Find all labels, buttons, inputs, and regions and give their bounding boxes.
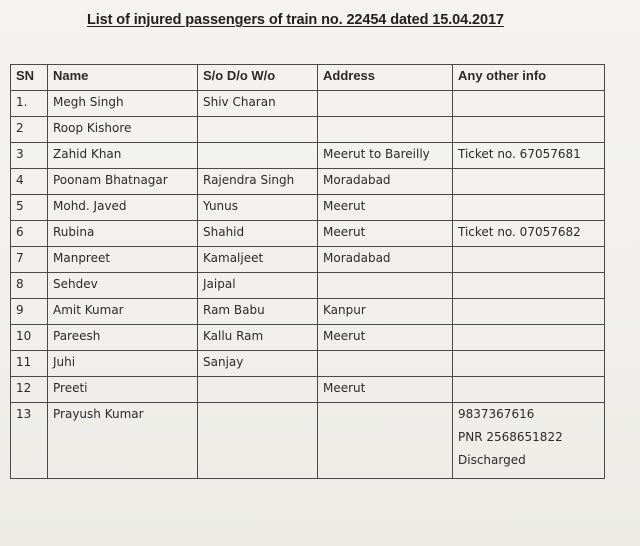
table-row bbox=[11, 247, 605, 273]
cell-address bbox=[318, 273, 453, 299]
cell-sn: 2 bbox=[11, 117, 48, 143]
cell-other-info bbox=[453, 377, 605, 403]
cell-sn: 6 bbox=[11, 221, 48, 247]
cell-sn: 10 bbox=[11, 325, 48, 351]
cell-address bbox=[318, 117, 453, 143]
cell-address bbox=[318, 351, 453, 377]
cell-name: Zahid Khan bbox=[48, 143, 198, 169]
cell-relation bbox=[198, 403, 318, 479]
cell-name: Manpreet bbox=[48, 247, 198, 273]
cell-other-info bbox=[453, 169, 605, 195]
column-header-relation: S/o D/o W/o bbox=[198, 65, 318, 91]
cell-name: Prayush Kumar bbox=[48, 403, 198, 479]
cell-name: Amit Kumar bbox=[48, 299, 198, 325]
cell-sn: 13 bbox=[11, 403, 48, 479]
cell-sn: 12 bbox=[11, 377, 48, 403]
cell-address: Moradabad bbox=[318, 169, 453, 195]
cell-other-info bbox=[453, 325, 605, 351]
cell-name: Poonam Bhatnagar bbox=[48, 169, 198, 195]
table-row bbox=[11, 195, 605, 221]
column-header-address: Address bbox=[318, 65, 453, 91]
table-row bbox=[11, 169, 605, 195]
cell-sn: 5 bbox=[11, 195, 48, 221]
cell-sn: 8 bbox=[11, 273, 48, 299]
cell-name: Roop Kishore bbox=[48, 117, 198, 143]
cell-relation: Ram Babu bbox=[198, 299, 318, 325]
cell-relation bbox=[198, 117, 318, 143]
cell-other-info bbox=[453, 91, 605, 117]
info-status: Discharged bbox=[458, 453, 526, 467]
column-header-name: Name bbox=[48, 65, 198, 91]
info-pnr: PNR 2568651822 bbox=[458, 430, 563, 444]
cell-name: Preeti bbox=[48, 377, 198, 403]
cell-relation: Rajendra Singh bbox=[198, 169, 318, 195]
cell-other-info: Ticket no. 07057682 bbox=[453, 221, 605, 247]
cell-address: Meerut bbox=[318, 195, 453, 221]
cell-relation bbox=[198, 143, 318, 169]
table-row bbox=[11, 403, 605, 479]
info-phone-number: 9837367616 bbox=[458, 407, 535, 421]
cell-other-info bbox=[453, 299, 605, 325]
cell-relation: Yunus bbox=[198, 195, 318, 221]
cell-relation bbox=[198, 377, 318, 403]
cell-other-info bbox=[453, 351, 605, 377]
cell-name: Rubina bbox=[48, 221, 198, 247]
table-row bbox=[11, 91, 605, 117]
column-header-sn: SN bbox=[11, 65, 48, 91]
cell-address: Meerut bbox=[318, 221, 453, 247]
table-row bbox=[11, 143, 605, 169]
cell-relation: Shahid bbox=[198, 221, 318, 247]
cell-address: Kanpur bbox=[318, 299, 453, 325]
cell-sn: 11 bbox=[11, 351, 48, 377]
table-row bbox=[11, 299, 605, 325]
cell-address: Moradabad bbox=[318, 247, 453, 273]
cell-name: Mohd. Javed bbox=[48, 195, 198, 221]
cell-address: Meerut bbox=[318, 325, 453, 351]
cell-relation: Kamaljeet bbox=[198, 247, 318, 273]
injured-passengers-table bbox=[10, 64, 605, 479]
cell-other-info bbox=[453, 117, 605, 143]
cell-other-info: Ticket no. 67057681 bbox=[453, 143, 605, 169]
cell-sn: 4 bbox=[11, 169, 48, 195]
cell-address bbox=[318, 403, 453, 479]
cell-name: Sehdev bbox=[48, 273, 198, 299]
column-header-other-info: Any other info bbox=[453, 65, 605, 91]
cell-relation: Shiv Charan bbox=[198, 91, 318, 117]
cell-sn: 7 bbox=[11, 247, 48, 273]
table-row bbox=[11, 351, 605, 377]
cell-address: Meerut to Bareilly bbox=[318, 143, 453, 169]
cell-other-info bbox=[453, 273, 605, 299]
cell-address: Meerut bbox=[318, 377, 453, 403]
table-row bbox=[11, 117, 605, 143]
table-row bbox=[11, 273, 605, 299]
cell-other-info bbox=[453, 403, 605, 479]
cell-relation: Kallu Ram bbox=[198, 325, 318, 351]
cell-address bbox=[318, 91, 453, 117]
table-row bbox=[11, 221, 605, 247]
table-row bbox=[11, 325, 605, 351]
cell-other-info bbox=[453, 247, 605, 273]
cell-sn: 9 bbox=[11, 299, 48, 325]
table-row bbox=[11, 377, 605, 403]
cell-name: Juhi bbox=[48, 351, 198, 377]
cell-relation: Sanjay bbox=[198, 351, 318, 377]
cell-relation: Jaipal bbox=[198, 273, 318, 299]
cell-name: Pareesh bbox=[48, 325, 198, 351]
cell-sn: 3 bbox=[11, 143, 48, 169]
cell-name: Megh Singh bbox=[48, 91, 198, 117]
table-header-row bbox=[11, 65, 605, 91]
cell-sn: 1. bbox=[11, 91, 48, 117]
cell-other-info bbox=[453, 195, 605, 221]
document-title: List of injured passengers of train no. 22454 dated 15.04.2017 bbox=[87, 12, 504, 28]
